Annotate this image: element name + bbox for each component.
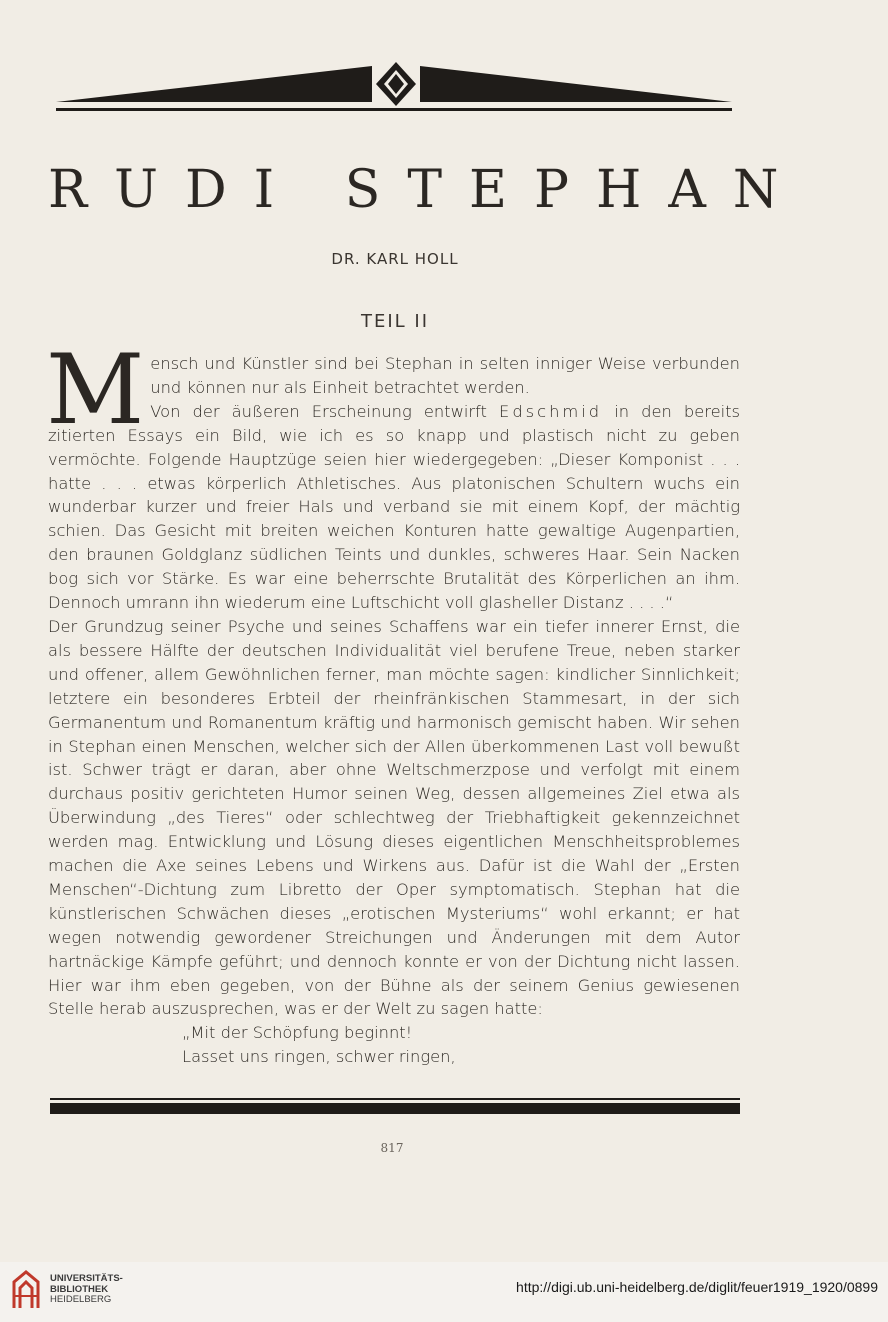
header-ornament-icon: [54, 58, 734, 118]
verse-line-1: „Mit der Schöpfung beginnt!: [182, 1023, 413, 1043]
source-url-link[interactable]: http://digi.ub.uni-heidelberg.de/diglit/feuer1919_1920/0899: [516, 1279, 878, 1295]
verse-line-2: Lasset uns ringen, schwer ringen,: [182, 1047, 456, 1067]
university-library-logo-icon[interactable]: [10, 1268, 42, 1314]
paragraph-1-text-b: in den bereits zitierten Essays ein Bild, wie ich es so knapp und plastisch nicht zu geben vermöchte. Folgende Hauptzüge seien hier wiedergegeben: „Dieser Komponist . . . hatte . . . etwas körperlich Athletisches. Aus platonischen Schultern wuchs ein wunderbar kurzer und freier Hals und verband sie mit einem Kopf, der mächtig schien. Das Gesicht mit breiten weichen Konturen hatte gewaltige Augenpartien, den braunen Goldglanz südlichen Teints und dunkles, schweres Haar. Sein Nacken bog sich vor Stärke. Es war eine beherrschte Brutalität des Körperlichen an ihm. Dennoch umrann ihn wiederum eine Luftschicht voll glasheller Distanz . . . .“: [48, 401, 740, 613]
article-body: [46, 334, 740, 1069]
bottom-rule-ornament-icon: [50, 1096, 740, 1118]
article-title: RUDI STEPHAN: [48, 160, 806, 220]
article-part: TEIL II: [360, 311, 430, 332]
author-reference: Edschmid: [499, 401, 603, 421]
drop-cap: M: [46, 334, 145, 446]
library-footer: [0, 1262, 888, 1322]
library-name-line-1: UNIVERSITÄTS-: [50, 1273, 123, 1284]
page-number: 817: [380, 1141, 404, 1155]
library-name-line-3: HEIDELBERG: [50, 1294, 112, 1305]
library-name[interactable]: [50, 1274, 123, 1306]
first-line-text: ensch und Künstler sind bei Stephan in selten inniger Weise verbunden und können nur als Einheit betrachtet werden.: [150, 354, 740, 397]
library-name-line-2: BIBLIOTHEK: [50, 1283, 109, 1295]
paragraph-1-text-a: Von der äußeren Erscheinung entwirft: [150, 401, 500, 421]
paragraph-2: Der Grundzug seiner Psyche und seines Schaffens war ein tiefer innerer Ernst, die als bessere Hälfte der deutschen Individualität viel berufene Treue, neben starker und offener, allem Gewöhnlichen ferner, man möchte sagen: kindlicher Sinnlichkeit; letztere ein besonderes Erbteil der rheinfränkischen Stammesart, in der sich Germanentum und Romanentum kräftig und harmonisch gemischt haben. Wir sehen in Stephan einen Menschen, welcher sich der Allen überkommenen Last voll bewußt ist. Schwer trägt er daran, aber ohne Weltschmerzpose und verfolgt mit einem durchaus positiv gerichteten Humor seinen Weg, dessen allgemeines Ziel etwa als Überwindung „des Tieres“ oder schlechtweg der Triebhaftigkeit gekennzeichnet werden mag. Entwicklung und Lösung dieses eigentlichen Menschheitsproblemes machen die Axe seines Lebens und Wirkens aus. Dafür ist die Wahl der „Ersten Menschen“-Dichtung zum Libretto der Oper symptomatisch. Stephan hat die künstlerischen Schwächen dieses „erotischen Mysteriums“ wohl erkannt; er hat wegen notwendig gewordener Streichungen und Änderungen mit dem Autor hartnäckige Kämpfe geführt; und dennoch konnte er von der Dichtung nicht lassen. Hier war ihm eben gegeben, von der Bühne als der seinem Genius gewiesenen Stelle herab auszusprechen, was er der Welt zu sagen hatte:: [48, 616, 740, 1019]
paragraph-1: [46, 334, 740, 615]
article-author: DR. KARL HOLL: [331, 250, 459, 268]
